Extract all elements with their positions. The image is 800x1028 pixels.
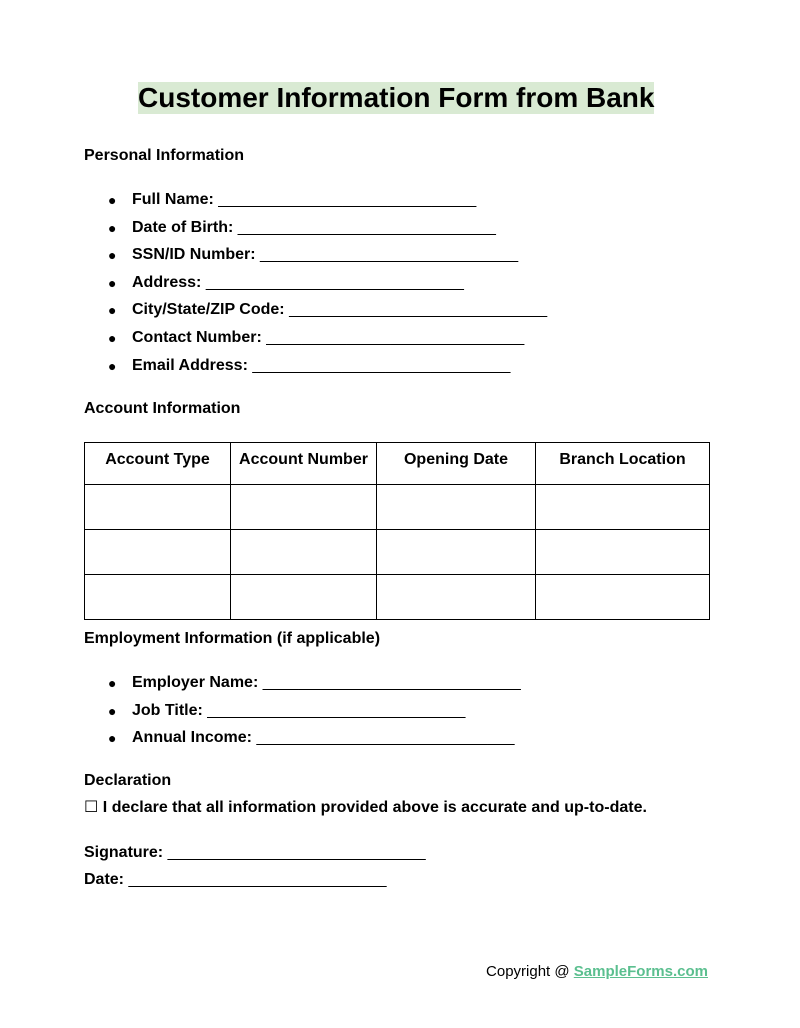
field-label: City/State/ZIP Code: (132, 301, 285, 319)
column-header-account-number: Account Number (231, 443, 377, 485)
signature-line[interactable] (84, 843, 426, 863)
address-field[interactable] (84, 273, 547, 301)
table-cell[interactable] (536, 575, 710, 620)
fill-line[interactable]: _____________________________ (266, 328, 525, 346)
table-cell[interactable] (377, 485, 536, 530)
bullet-icon: ● (108, 274, 117, 291)
fill-line[interactable]: _____________________________ (262, 674, 521, 691)
column-header-branch-location: Branch Location (536, 443, 710, 485)
personal-info-heading: Personal Information (84, 147, 245, 164)
table-cell[interactable] (231, 530, 377, 575)
field-label: Employer Name: (132, 674, 259, 691)
employer-name-field[interactable] (84, 673, 521, 701)
table-row (85, 530, 710, 575)
fill-line[interactable]: _____________________________ (256, 729, 515, 747)
field-label: Address: (132, 273, 202, 291)
bullet-icon: ● (108, 302, 117, 319)
table-cell[interactable] (85, 485, 231, 530)
city-state-zip-field[interactable] (84, 300, 547, 328)
contact-number-field[interactable] (84, 328, 547, 356)
employment-info-heading: Employment Information (if applicable) (84, 630, 381, 647)
annual-income-field[interactable] (84, 728, 521, 756)
date-label: Date: (84, 871, 125, 888)
table-cell[interactable] (85, 530, 231, 575)
field-label: Contact Number: (132, 328, 262, 346)
ssn-id-field[interactable] (84, 245, 547, 273)
fill-line[interactable]: _____________________________ (207, 701, 466, 719)
fill-line[interactable]: _____________________________ (289, 301, 548, 319)
table-cell[interactable] (536, 485, 710, 530)
bullet-icon: ● (108, 675, 117, 691)
declaration-text: I declare that all information provided above is accurate and up-to-date. (102, 799, 647, 816)
table-cell[interactable] (85, 575, 231, 620)
table-row (85, 485, 710, 530)
bullet-icon: ● (108, 329, 117, 346)
column-header-opening-date: Opening Date (377, 443, 536, 485)
table-cell[interactable] (536, 530, 710, 575)
field-label: Full Name: (132, 191, 214, 208)
account-table (84, 442, 710, 620)
table-cell[interactable] (231, 485, 377, 530)
date-of-birth-field[interactable] (84, 218, 547, 246)
field-label: SSN/ID Number: (132, 246, 256, 264)
bullet-icon: ● (108, 357, 117, 374)
column-header-account-type: Account Type (85, 443, 231, 485)
table-row (85, 575, 710, 620)
page-title: Customer Information Form from Bank (138, 82, 655, 113)
field-label: Date of Birth: (132, 218, 234, 236)
email-address-field[interactable] (84, 356, 547, 384)
signature-label: Signature: (84, 844, 164, 861)
field-label: Email Address: (132, 356, 248, 374)
field-label: Annual Income: (132, 729, 253, 747)
bullet-icon: ● (108, 247, 117, 264)
checkbox-icon[interactable]: ☐ (84, 799, 99, 816)
job-title-field[interactable] (84, 701, 521, 729)
date-blank[interactable]: _____________________________ (128, 871, 387, 888)
table-header-row (85, 443, 710, 485)
account-info-heading: Account Information (84, 400, 241, 417)
full-name-field[interactable] (84, 190, 547, 218)
declaration-statement (84, 798, 647, 818)
date-line[interactable] (84, 870, 387, 890)
fill-line[interactable]: _____________________________ (237, 218, 496, 236)
copyright-text: Copyright @ (486, 963, 574, 980)
fill-line[interactable]: _____________________________ (260, 246, 519, 264)
declaration-heading: Declaration (84, 772, 172, 789)
field-label: Job Title: (132, 701, 203, 719)
bullet-icon: ● (108, 730, 117, 747)
table-cell[interactable] (231, 575, 377, 620)
signature-blank[interactable]: _____________________________ (167, 844, 426, 861)
table-cell[interactable] (377, 575, 536, 620)
personal-info-list (84, 190, 547, 383)
copyright-footer (486, 962, 708, 982)
brand-link[interactable]: SampleForms.com (573, 963, 708, 980)
bullet-icon: ● (108, 219, 117, 236)
bullet-icon: ● (108, 702, 117, 719)
employment-info-list (84, 673, 521, 756)
fill-line[interactable]: _____________________________ (205, 273, 464, 291)
fill-line[interactable]: _____________________________ (218, 191, 477, 208)
bullet-icon: ● (108, 192, 117, 208)
fill-line[interactable]: _____________________________ (252, 356, 511, 374)
table-cell[interactable] (377, 530, 536, 575)
